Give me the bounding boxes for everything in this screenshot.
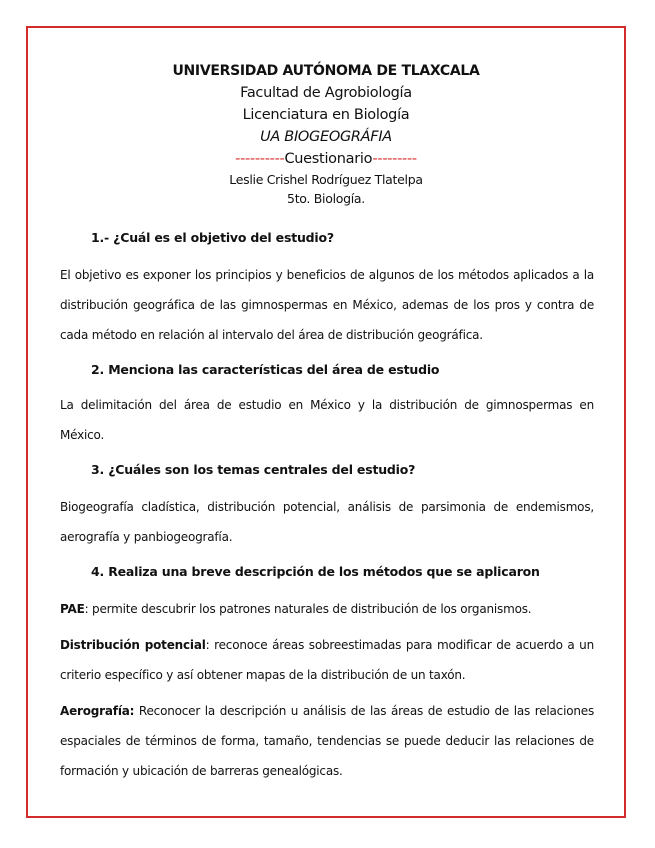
semester-line: 5to. Biología.	[287, 191, 365, 206]
answer-1: El objetivo es exponer los principios y beneficios de algunos de los métodos aplicados a la distribución geográfica de las gimnospermas en México, ademas de los pros y contra de cada método en relación al intervalo del área de distribución geográfica.	[60, 268, 594, 342]
question-2: 2. Menciona las características del área de estudio	[91, 362, 440, 377]
unit-line: UA BIOGEOGRÁFIA	[260, 129, 392, 145]
section-title: Cuestionario	[284, 151, 373, 167]
document-header	[26, 60, 626, 208]
method-pae	[60, 594, 594, 624]
method-term: Distribución potencial	[60, 638, 206, 652]
question-3: 3. ¿Cuáles son los temas centrales del estudio?	[91, 462, 416, 477]
method-distribucion-potencial	[60, 630, 594, 690]
question-4: 4. Realiza una breve descripción de los métodos que se aplicaron	[91, 564, 540, 579]
dashes-right: ---------	[372, 151, 417, 167]
method-aerografia	[60, 696, 594, 786]
method-description: Reconocer la descripción u análisis de las áreas de estudio de las relaciones espaciales de términos de forma, tamaño, tendencias se puede deducir las relaciones de formación y ubicación de barreras genealógicas.	[60, 704, 594, 778]
method-description: : permite descubrir los patrones naturales de distribución de los organismos.	[84, 602, 532, 616]
author-line: Leslie Crishel Rodríguez Tlatelpa	[229, 172, 423, 187]
degree-line: Licenciatura en Biología	[242, 107, 410, 123]
answer-3: Biogeografía cladística, distribución potencial, análisis de parsimonia de endemismos, aerografía y panbiogeografía.	[60, 500, 594, 544]
faculty-line: Facultad de Agrobiología	[240, 85, 412, 101]
question-1: 1.- ¿Cuál es el objetivo del estudio?	[91, 230, 334, 245]
dashes-left: ----------	[235, 151, 285, 167]
document-body	[60, 228, 594, 786]
university-title: UNIVERSIDAD AUTÓNOMA DE TLAXCALA	[172, 63, 480, 79]
method-description: : reconoce áreas sobreestimadas para modificar de acuerdo a un criterio específico y así obtener mapas de la distribución de un taxón.	[60, 638, 594, 682]
section-line	[26, 148, 626, 170]
answer-2: La delimitación del área de estudio en México y la distribución de gimnospermas en México.	[60, 398, 594, 442]
method-term: PAE	[60, 602, 85, 616]
method-term: Aerografía:	[60, 704, 135, 718]
